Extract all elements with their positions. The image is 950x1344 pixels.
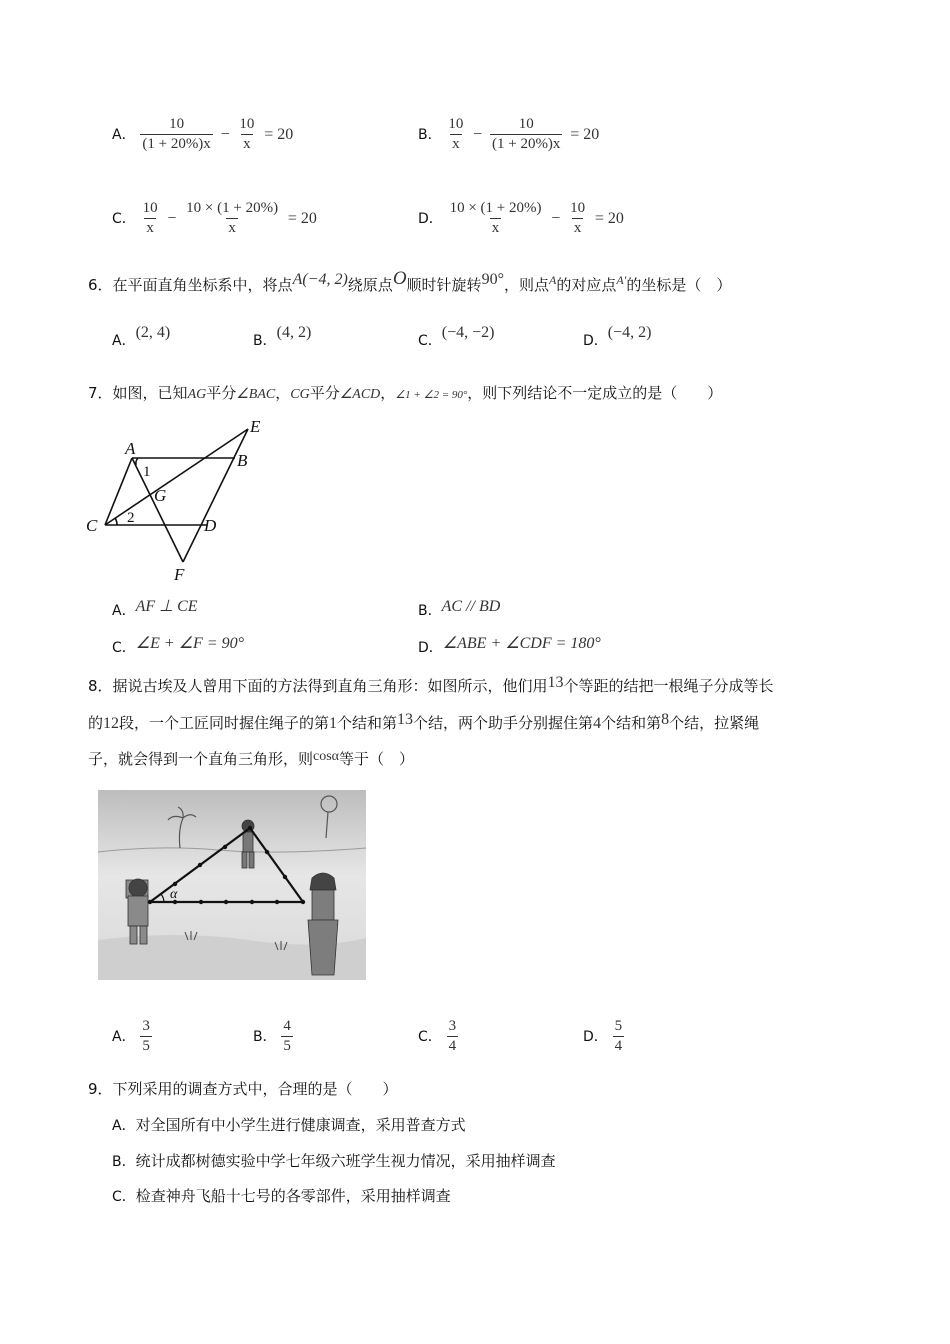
point-a: A(−4, 2) xyxy=(292,271,348,288)
q5-option-d[interactable] xyxy=(418,200,627,237)
point-a-symbol: A xyxy=(548,273,557,287)
point-a-prime: A′ xyxy=(616,273,627,287)
minus-sign: − xyxy=(551,209,561,227)
q7-geometry-figure xyxy=(80,412,280,587)
origin-o: O xyxy=(392,268,407,289)
cos-alpha: cosα xyxy=(313,749,340,764)
fraction: $\frac{4}{5}$ xyxy=(283,1018,291,1054)
q8-egypt-illustration xyxy=(98,790,366,980)
q6-option-c[interactable]: C．(−4, −2) xyxy=(418,324,495,349)
q9-option-a[interactable]: A．对全国所有中小学生进行健康调查，采用普查方式 xyxy=(112,1116,466,1134)
option-label: A． xyxy=(112,127,136,143)
label-e: E xyxy=(250,417,261,436)
q8-stem-line-1: 8．据说古埃及人曾用下面的方法得到直角三角形：如图所示，他们用13个等距的结把一根绳子分成等长 xyxy=(88,674,774,695)
q8-option-b[interactable]: B． $\frac{4}{5}$ xyxy=(253,1018,291,1054)
fraction: $\frac{10}{(1 + 20\%)x}$ xyxy=(142,116,211,152)
angle-1-arc xyxy=(136,458,138,465)
label-c: C xyxy=(86,516,98,535)
fraction: $\frac{10}{x}$ xyxy=(570,200,586,236)
q9-stem: 9．下列采用的调查方式中，合理的是（ ） xyxy=(88,1080,398,1098)
angle-2-arc xyxy=(115,518,117,525)
q7-stem: 7．如图，已知AG平分∠BAC，CG平分∠ACD，∠1 + ∠2 = 90°，则下列结论不一定成立的是（ ） xyxy=(88,384,723,402)
question-number: 7． xyxy=(88,384,113,402)
label-angle-1: 1 xyxy=(143,464,151,480)
q7-option-a[interactable]: A．AF ⊥ CE xyxy=(112,598,198,619)
q5-option-c[interactable] xyxy=(112,200,320,237)
option-label: C． xyxy=(112,211,136,227)
label-a: A xyxy=(125,439,136,458)
question-number: 6． xyxy=(88,276,113,294)
q6-option-a[interactable]: A．(2, 4) xyxy=(112,324,171,349)
equation-rhs: = 20 xyxy=(594,209,624,227)
fraction: $\frac{10}{x}$ xyxy=(239,116,255,152)
fraction: $\frac{10 \times (1 + 20\%)}{x}$ xyxy=(449,200,542,236)
q8-stem-line-3: 子，就会得到一个直角三角形，则cosα等于（ ） xyxy=(88,749,415,768)
fraction: $\frac{3}{5}$ xyxy=(142,1018,150,1054)
q8-option-c[interactable]: C． $\frac{3}{4}$ xyxy=(418,1018,457,1054)
label-b: B xyxy=(237,451,248,470)
label-f: F xyxy=(174,565,185,584)
q7-option-c[interactable]: C．∠E + ∠F = 90° xyxy=(112,635,245,656)
segment-ef xyxy=(183,429,248,562)
fraction: $\frac{10}{x}$ xyxy=(142,200,158,236)
minus-sign: − xyxy=(220,125,230,143)
q6-stem: 6．在平面直角坐标系中，将点A(−4, 2)绕原点O顺时针旋转90°，则点$^A$的对应点$^{A'}$的坐标是（ ） xyxy=(88,268,732,294)
fraction: $\frac{5}{4}$ xyxy=(614,1018,623,1054)
q6-option-d[interactable]: D．(−4, 2) xyxy=(583,324,652,349)
option-label: D． xyxy=(418,211,443,227)
fraction: $\frac{10 \times (1 + 20\%)}{x}$ xyxy=(186,200,279,236)
q5-option-b[interactable] xyxy=(418,116,602,153)
option-label: B． xyxy=(418,127,442,143)
equation-rhs: = 20 xyxy=(287,209,317,227)
q8-stem-line-2: 的12段，一个工匠同时握住绳子的第1个结和第13个结，两个助手分别握住第4个结和第8个结，拉紧绳 xyxy=(88,711,760,732)
q5-option-a[interactable] xyxy=(112,116,296,153)
q6-option-b[interactable]: B．(4, 2) xyxy=(253,324,312,349)
angle-90: 90° xyxy=(481,271,504,288)
label-g: G xyxy=(154,486,167,505)
q9-option-c[interactable]: C．检查神舟飞船十七号的各零部件，采用抽样调查 xyxy=(112,1187,451,1205)
equation-rhs: = 20 xyxy=(264,125,294,143)
q7-option-d[interactable]: D．∠ABE + ∠CDF = 180° xyxy=(418,635,601,656)
q8-option-a[interactable]: A． $\frac{3}{5}$ xyxy=(112,1018,150,1054)
q9-option-b[interactable]: B．统计成都树德实验中学七年级六班学生视力情况，采用抽样调查 xyxy=(112,1152,556,1170)
label-d: D xyxy=(204,516,217,535)
equation-rhs: = 20 xyxy=(570,125,600,143)
alpha-label: α xyxy=(170,887,178,902)
fraction: $\frac{10}{(1 + 20\%)x}$ xyxy=(491,116,561,152)
minus-sign: − xyxy=(473,125,483,143)
minus-sign: − xyxy=(167,209,177,227)
worker-right xyxy=(308,873,338,975)
fraction: $\frac{10}{x}$ xyxy=(448,116,464,152)
fraction: $\frac{3}{4}$ xyxy=(448,1018,457,1054)
q8-option-d[interactable]: D． $\frac{5}{4}$ xyxy=(583,1018,623,1054)
label-angle-2: 2 xyxy=(127,510,135,526)
q7-option-b[interactable]: B．AC // BD xyxy=(418,598,501,619)
segment-af xyxy=(132,458,183,562)
